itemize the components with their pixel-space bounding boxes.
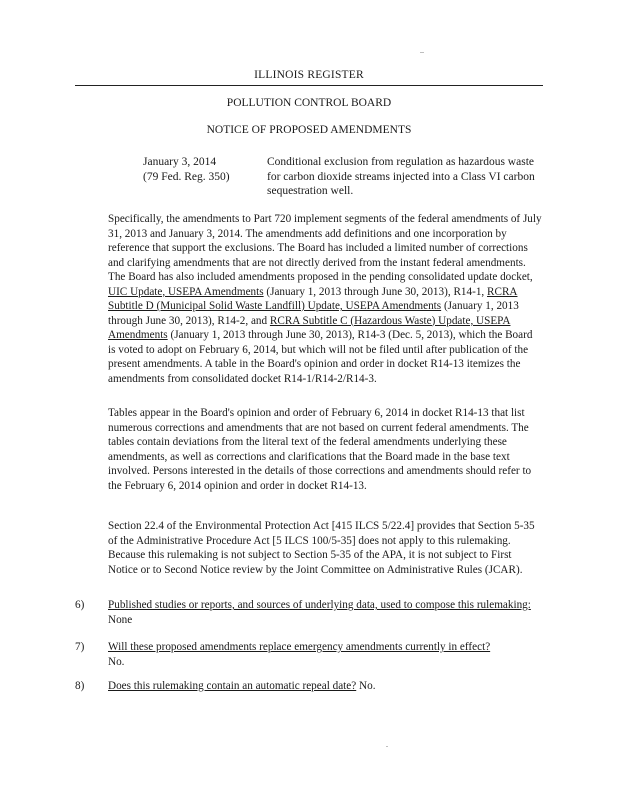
para1-text-d: (January 1, 2013 through June 30, 2013), R14-3 (Dec. 5, 2013), which the Board is voted to adopt on February 6, 2014, but which will not be filed until after publication of the present amendments. A table in the Board's opinion and order in docket R14-13 itemizes the amendments from consolidated docket R14-1/R14-2/R14-3. xyxy=(108,329,533,385)
item-8 xyxy=(108,679,542,694)
item-number-8: 8) xyxy=(75,680,85,692)
fed-reg-line: (79 Fed. Reg. 350) xyxy=(143,170,230,183)
para1-text-b: (January 1, 2013 through June 30, 2013), R14-1, xyxy=(266,285,485,298)
para1-text-c: (January 1, 2013 through June 30, 2013), R14-2, and xyxy=(108,300,519,327)
paragraph-specifically xyxy=(108,212,542,386)
board-title: POLLUTION CONTROL BOARD xyxy=(226,97,392,109)
underlined-title-rcra-d: RCRA Subtitle D (Municipal Solid Waste Landfill) Update, USEPA Amendments xyxy=(108,285,518,312)
date-line: January 3, 2014 xyxy=(143,156,217,168)
para1-text-a: Specifically, the amendments to Part 720 implement segments of the federal amendments of July 31, 2013 and January 3, 2014. The amendments add definitions and one incorporation by reference that support the exclusions. The Board has included a limited number of corrections and clarifying amendments that are not directly derived from the instant federal amendments. The Board has also included amendments proposed in the pending consolidated update docket, xyxy=(108,213,542,283)
notice-title: NOTICE OF PROPOSED AMENDMENTS xyxy=(206,124,412,136)
item-8-answer: No. xyxy=(359,680,376,692)
item-8-question: Does this rulemaking contain an automatic repeal date? xyxy=(108,680,357,692)
item-7 xyxy=(108,640,542,669)
scan-speck-bottom: . xyxy=(386,740,388,749)
paragraph-section-22-4: Section 22.4 of the Environmental Protection Act [415 ILCS 5/22.4] provides that Section 5-35 of the Administrative Procedure Act [5 ILCS 100/5-35] does not apply to this rulemaking. Because this rulemaking is not subject to Section 5-35 of the APA, it is not subject to First Notice or to Second Notice review by the Joint Committee on Administrative Rules (JCAR). xyxy=(108,520,535,576)
item-number-6: 6) xyxy=(75,599,85,611)
scan-speck: .. xyxy=(420,46,424,55)
table-row-description: Conditional exclusion from regulation as hazardous waste for carbon dioxide streams injected into a Class VI carbon sequestration well. xyxy=(267,156,535,197)
item-6-question: Published studies or reports, and sources of underlying data, used to compose this rulemaking: xyxy=(108,599,531,611)
underlined-title-uic: UIC Update, USEPA Amendments xyxy=(108,285,264,298)
item-7-answer: No. xyxy=(108,655,125,668)
table-row-date xyxy=(143,155,263,184)
item-7-question: Will these proposed amendments replace emergency amendments currently in effect? xyxy=(108,641,491,653)
underlined-title-rcra-c: RCRA Subtitle C (Hazardous Waste) Update, USEPA Amendments xyxy=(108,314,511,341)
item-number-7: 7) xyxy=(75,641,85,653)
register-title: ILLINOIS REGISTER xyxy=(254,69,364,81)
header-rule xyxy=(75,85,543,86)
paragraph-tables: Tables appear in the Board's opinion and order of February 6, 2014 in docket R14-13 that list numerous corrections and amendments that are not based on current federal amendments. The tables contain deviations from the literal text of the federal amendments underlying these amendments, as well as corrections and clarifications that the Board made in the base text involved. Persons interested in the details of those corrections and amendments should refer to the February 6, 2014 opinion and order in docket R14-13. xyxy=(108,407,532,492)
item-6-answer: None xyxy=(108,613,133,626)
item-6 xyxy=(108,598,542,627)
